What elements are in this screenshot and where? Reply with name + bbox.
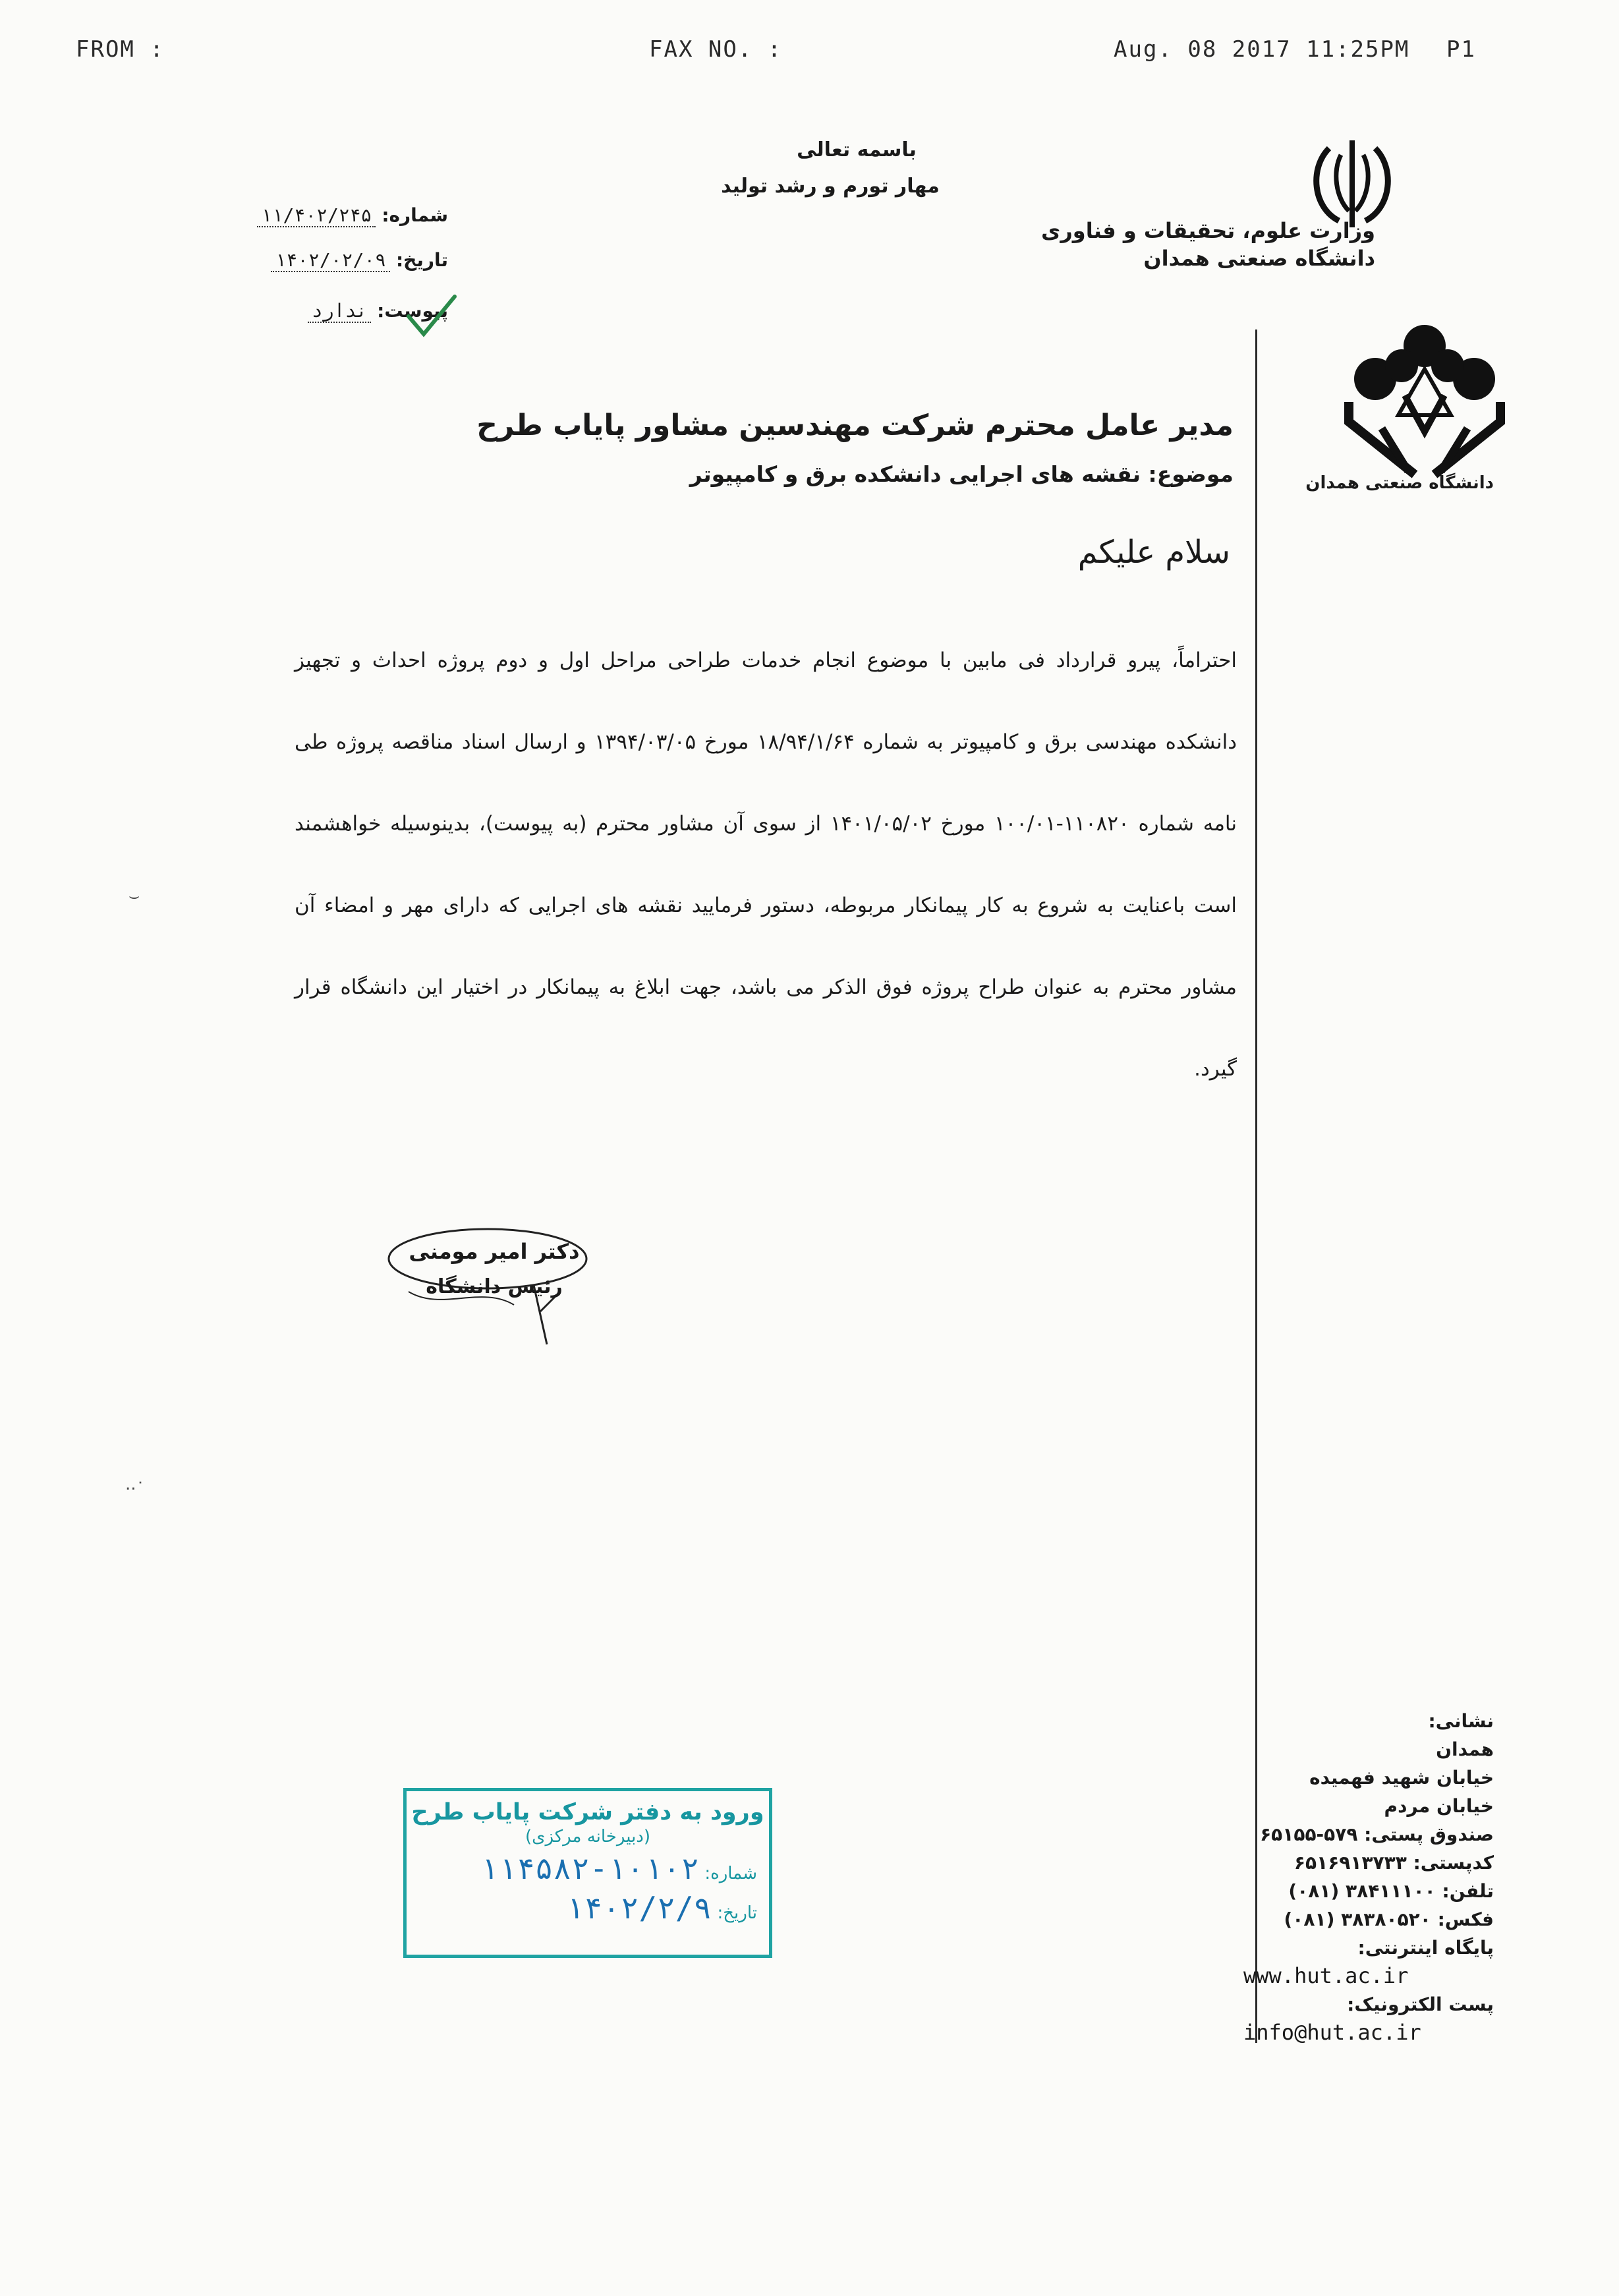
address-fax: فکس: ۳۸۳۸۰۵۲۰ (۰۸۱) <box>1284 1909 1494 1930</box>
address-postal-code: کدپستی: ۶۵۱۶۹۱۳۷۳۳ <box>1293 1852 1494 1874</box>
subject-text: نقشه های اجرایی دانشکده برق و کامپیوتر <box>689 461 1141 487</box>
stamp-date-value: ۱۴۰۲/۲/۹ <box>565 1890 712 1926</box>
letter-body: احتراماً، پیرو قرارداد فی مابین با موضوع انجام خدمات طراحی مراحل اول و دوم پروژه احداث و تجهیز دانشکده مهندسی برق و کامپیوتر به شماره ۱۸/۹۴/۱/۶۴ مورخ ۱۳۹۴/۰۳/۰۵ و ارسال اسناد مناقصه پروژه طی نامه شماره ۱۱۰۸۲۰-۱۰۰/۰۱ مورخ ۱۴۰۱/۰۵/۰۲ از سوی آن مشاور محترم (به پیوست)، بدینوسیله خواهشمند است باعنایت به شروع به کار پیمانکار مربوطه، دستور فرمایید نقشه های اجرایی که دارای مهر و امضاء آن مشاور محترم به عنوان طراح پروژه فوق الذکر می باشد، جهت ابلاغ به پیمانکار در اختیار این دانشگاه قرار گیرد. <box>295 648 1237 1081</box>
address-city: همدان <box>1436 1738 1494 1760</box>
year-slogan: مهار تورم و رشد تولید <box>721 175 940 198</box>
ref-date-row <box>158 249 448 271</box>
subject-label: موضوع: <box>1148 461 1234 487</box>
recipient-line: مدیر عامل محترم شرکت مهندسین مشاور پایاب طرح <box>476 409 1234 442</box>
ref-attachment-value: ندارد <box>308 300 371 323</box>
signatory-name: دکتر امیر مومنی <box>409 1239 580 1264</box>
address-street1: خیابان شهید فهمیده <box>1309 1767 1494 1789</box>
ref-date-label: تاریخ: <box>395 249 448 271</box>
fax-timestamp: Aug. 08 2017 11:25PM <box>1114 36 1410 63</box>
university-name: دانشگاه صنعتی همدان <box>1143 245 1375 271</box>
ref-date-value: ۱۴۰۲/۰۲/۰۹ <box>271 249 390 272</box>
stamp-title: ورود به دفتر شرکت پایاب طرح <box>411 1799 764 1825</box>
address-label: نشانی: <box>1428 1710 1494 1732</box>
ministry-name: وزارت علوم، تحقیقات و فناوری <box>1041 218 1375 243</box>
stamp-number-label: شماره: <box>704 1864 757 1883</box>
address-phone: تلفن: ۳۸۴۱۱۱۰۰ (۰۸۱) <box>1288 1880 1494 1902</box>
ref-number-value: ۱۱/۴۰۲/۲۴۵ <box>257 204 376 227</box>
ministry-block <box>1041 217 1375 272</box>
subject-line <box>690 461 1234 487</box>
fax-from: FROM : <box>76 36 165 63</box>
margin-mark: ··˙ <box>125 1479 145 1499</box>
address-website-label: پایگاه اینترنتی: <box>1357 1937 1494 1959</box>
stamp-subtitle: (دبیرخانه مرکزی) <box>525 1827 651 1847</box>
address-street2: خیابان مردم <box>1384 1795 1494 1817</box>
greeting: سلام علیکم <box>1077 534 1230 571</box>
margin-mark: ⌣ <box>128 886 140 906</box>
address-email[interactable]: info@hut.ac.ir <box>1243 2020 1421 2045</box>
stamp-number-value: ۱۰۱۰۲-۱۱۴۵۸۲ <box>480 1851 700 1886</box>
university-logo-icon <box>1336 316 1514 481</box>
address-block <box>1243 1707 1494 2047</box>
fax-page: P1 <box>1446 36 1476 63</box>
ref-number-label: شماره: <box>382 204 448 226</box>
receipt-stamp <box>403 1788 772 1958</box>
address-email-label: پست الکترونیک: <box>1347 1994 1494 2015</box>
stamp-date-label: تاریخ: <box>717 1903 757 1923</box>
stamp-date-row <box>407 1890 769 1926</box>
ref-attachment-label: پیوست: <box>377 300 448 322</box>
fax-number: FAX NO. : <box>649 36 783 63</box>
stamp-number-row <box>407 1851 769 1886</box>
checkmark-icon <box>405 293 458 339</box>
ref-number-row <box>158 204 448 226</box>
basmala: باسمه تعالی <box>797 138 917 161</box>
logo-caption: دانشگاه صنعتی همدان <box>1305 473 1494 493</box>
address-website[interactable]: www.hut.ac.ir <box>1243 1963 1409 1988</box>
signatory-title: رئیس دانشگاه <box>426 1275 563 1298</box>
address-po-box: صندوق پستی: ۵۷۹-۶۵۱۵۵ <box>1260 1823 1494 1845</box>
ref-attachment-row <box>158 300 448 322</box>
